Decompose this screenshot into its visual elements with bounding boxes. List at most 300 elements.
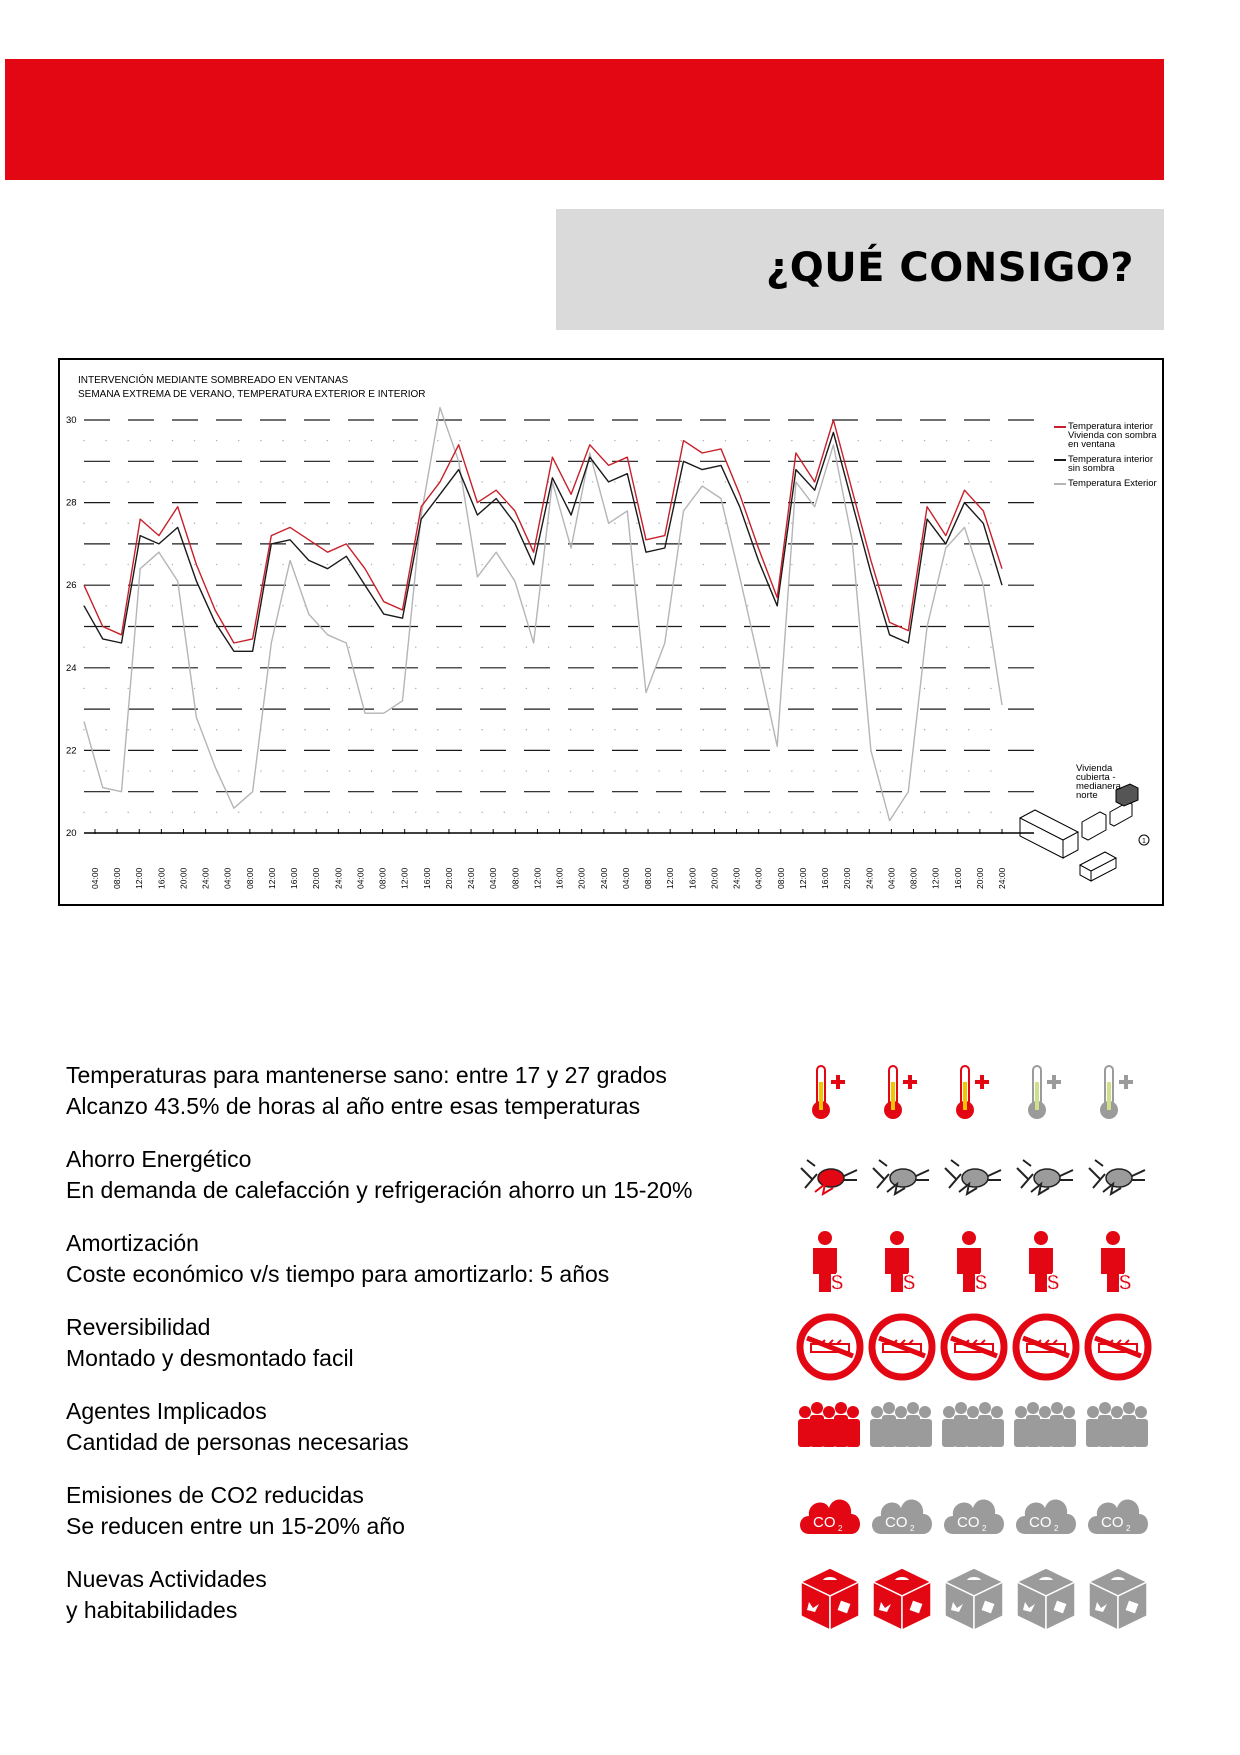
energy-plug-icon: [867, 1144, 937, 1214]
grid-dot: [127, 729, 128, 730]
grid-dot: [658, 770, 659, 771]
grid-dot: [304, 770, 305, 771]
grid-dot: [526, 688, 527, 689]
grid-dot: [725, 688, 726, 689]
x-tick-label: 04:00: [753, 867, 764, 889]
grid-dot: [194, 770, 195, 771]
grid-dot: [371, 605, 372, 606]
grid-dot: [592, 688, 593, 689]
grid-dot: [127, 440, 128, 441]
metric-title: Reversibilidad: [66, 1314, 211, 1340]
grid-dot: [924, 605, 925, 606]
grid-dot: [968, 812, 969, 813]
metric-rating: [795, 1480, 1175, 1550]
grid-dot: [791, 564, 792, 565]
grid-dot: [968, 481, 969, 482]
grid-dot: [858, 564, 859, 565]
grid-dot: [150, 605, 151, 606]
activity-cube-icon: [795, 1564, 865, 1634]
grid-dot: [327, 729, 328, 730]
grid-dot: [105, 564, 106, 565]
grid-dot: [415, 812, 416, 813]
grid-dot: [260, 523, 261, 524]
grid-dot: [415, 729, 416, 730]
metric-row: [0, 1144, 1240, 1214]
x-tick-label: 20:00: [576, 867, 587, 889]
grid-dot: [548, 440, 549, 441]
x-tick-label: 04:00: [488, 867, 499, 889]
grid-dot: [592, 812, 593, 813]
grid-dot: [703, 812, 704, 813]
grid-dot: [437, 605, 438, 606]
x-tick-label: 12:00: [266, 867, 277, 889]
grid-dot: [835, 605, 836, 606]
thermometer-icon: [867, 1060, 937, 1130]
grid-dot: [415, 688, 416, 689]
grid-dot: [614, 646, 615, 647]
grid-dot: [194, 646, 195, 647]
grid-dot: [769, 729, 770, 730]
grid-dot: [504, 729, 505, 730]
grid-dot: [570, 605, 571, 606]
reversible-circle-icon: [795, 1312, 865, 1382]
grid-dot: [437, 564, 438, 565]
grid-dot: [858, 481, 859, 482]
y-tick-label: 22: [66, 745, 77, 757]
grid-dot: [349, 440, 350, 441]
chart-legend: [1054, 422, 1162, 494]
grid-dot: [902, 770, 903, 771]
x-tick-label: 16:00: [952, 867, 963, 889]
co2-cloud-icon: [1011, 1480, 1081, 1550]
grid-dot: [813, 688, 814, 689]
grid-dot: [813, 646, 814, 647]
svg-text:CO: CO: [1101, 1514, 1124, 1531]
person-money-icon: [795, 1228, 865, 1298]
grid-dot: [990, 605, 991, 606]
grid-dot: [946, 605, 947, 606]
grid-dot: [924, 440, 925, 441]
grid-dot: [636, 770, 637, 771]
legend-label: Temperatura interior Vivienda con sombra en ventana: [1068, 421, 1157, 450]
grid-dot: [504, 481, 505, 482]
grid-dot: [481, 481, 482, 482]
grid-dot: [216, 605, 217, 606]
metric-rating: [795, 1396, 1175, 1466]
x-tick-label: 04:00: [90, 867, 100, 889]
grid-dot: [725, 812, 726, 813]
grid-dot: [304, 523, 305, 524]
grid-dot: [526, 523, 527, 524]
grid-dot: [570, 646, 571, 647]
grid-dot: [681, 729, 682, 730]
x-tick-label: 16:00: [554, 867, 565, 889]
grid-dot: [172, 812, 173, 813]
grid-dot: [725, 523, 726, 524]
metric-description: Coste económico v/s tiempo para amortizarlo: 5 años: [66, 1261, 610, 1287]
grid-dot: [282, 770, 283, 771]
grid-dot: [150, 440, 151, 441]
legend-label: Temperatura Exterior: [1068, 478, 1157, 489]
x-tick-label: 24:00: [200, 867, 211, 889]
metric-row: [0, 1396, 1240, 1466]
grid-dot: [968, 688, 969, 689]
grid-dot: [238, 646, 239, 647]
grid-dot: [349, 481, 350, 482]
thermometer-icon: [1011, 1060, 1081, 1130]
grid-dot: [127, 688, 128, 689]
co2-cloud-icon: [1083, 1480, 1153, 1550]
grid-dot: [592, 729, 593, 730]
people-group-icon: [867, 1396, 937, 1466]
grid-dot: [769, 646, 770, 647]
grid-dot: [548, 646, 549, 647]
grid-dot: [570, 770, 571, 771]
grid-dot: [459, 688, 460, 689]
grid-dot: [282, 688, 283, 689]
chart-plot: [60, 360, 1162, 904]
grid-dot: [548, 770, 549, 771]
grid-dot: [813, 605, 814, 606]
x-tick-label: 20:00: [709, 867, 720, 889]
grid-dot: [415, 646, 416, 647]
grid-dot: [614, 688, 615, 689]
grid-dot: [725, 440, 726, 441]
grid-dot: [150, 481, 151, 482]
grid-dot: [658, 812, 659, 813]
grid-dot: [570, 812, 571, 813]
grid-dot: [990, 729, 991, 730]
grid-dot: [481, 812, 482, 813]
grid-dot: [172, 646, 173, 647]
grid-dot: [327, 605, 328, 606]
grid-dot: [614, 605, 615, 606]
svg-text:2: 2: [1054, 1524, 1059, 1533]
x-tick-label: 24:00: [997, 867, 1007, 889]
grid-dot: [83, 564, 84, 565]
grid-dot: [548, 812, 549, 813]
grid-dot: [304, 688, 305, 689]
grid-dot: [968, 440, 969, 441]
grid-dot: [614, 440, 615, 441]
grid-dot: [282, 729, 283, 730]
grid-dot: [946, 688, 947, 689]
activity-cube-icon: [939, 1564, 1009, 1634]
svg-text:2: 2: [982, 1524, 987, 1533]
grid-dot: [880, 770, 881, 771]
x-tick-label: 08:00: [244, 867, 255, 889]
grid-dot: [858, 729, 859, 730]
metric-row: [0, 1228, 1240, 1298]
grid-dot: [570, 729, 571, 730]
metric-rating: [795, 1144, 1175, 1214]
grid-dot: [902, 605, 903, 606]
grid-dot: [747, 770, 748, 771]
grid-dot: [747, 646, 748, 647]
x-tick-label: 20:00: [178, 867, 189, 889]
grid-dot: [415, 605, 416, 606]
x-tick-label: 24:00: [333, 867, 344, 889]
grid-dot: [194, 605, 195, 606]
grid-dot: [636, 646, 637, 647]
grid-dot: [371, 481, 372, 482]
metric-title: Agentes Implicados: [66, 1398, 267, 1424]
x-tick-label: 16:00: [687, 867, 698, 889]
grid-dot: [747, 440, 748, 441]
grid-dot: [747, 481, 748, 482]
x-tick-label: 08:00: [643, 867, 654, 889]
grid-dot: [415, 523, 416, 524]
grid-dot: [614, 770, 615, 771]
x-tick-label: 08:00: [775, 867, 786, 889]
grid-dot: [459, 605, 460, 606]
grid-dot: [835, 729, 836, 730]
grid-dot: [902, 646, 903, 647]
grid-dot: [946, 564, 947, 565]
grid-dot: [194, 440, 195, 441]
people-group-icon: [939, 1396, 1009, 1466]
grid-dot: [216, 440, 217, 441]
grid-dot: [990, 440, 991, 441]
grid-dot: [968, 523, 969, 524]
grid-dot: [481, 605, 482, 606]
legend-label: Temperatura interior sin sombra: [1068, 454, 1154, 474]
metric-text: [66, 1228, 609, 1290]
reversible-circle-icon: [939, 1312, 1009, 1382]
legend-swatch: [1054, 426, 1066, 428]
grid-dot: [415, 440, 416, 441]
grid-dot: [747, 523, 748, 524]
grid-dot: [880, 481, 881, 482]
metric-row: [0, 1060, 1240, 1130]
x-tick-label: 20:00: [974, 867, 985, 889]
reversible-circle-icon: [1011, 1312, 1081, 1382]
x-tick-label: 04:00: [886, 867, 897, 889]
title-box: [556, 209, 1164, 330]
series-line: [84, 420, 1002, 643]
grid-dot: [835, 646, 836, 647]
grid-dot: [835, 481, 836, 482]
grid-dot: [658, 646, 659, 647]
grid-dot: [880, 729, 881, 730]
grid-dot: [172, 481, 173, 482]
metric-row: [0, 1312, 1240, 1382]
svg-text:$: $: [975, 1270, 988, 1295]
grid-dot: [703, 481, 704, 482]
grid-dot: [481, 440, 482, 441]
grid-dot: [990, 523, 991, 524]
grid-dot: [769, 605, 770, 606]
grid-dot: [681, 440, 682, 441]
svg-text:2: 2: [1126, 1524, 1131, 1533]
grid-dot: [614, 523, 615, 524]
grid-dot: [172, 440, 173, 441]
grid-dot: [592, 770, 593, 771]
grid-dot: [791, 812, 792, 813]
grid-dot: [902, 440, 903, 441]
grid-dot: [481, 564, 482, 565]
grid-dot: [481, 523, 482, 524]
grid-dot: [304, 812, 305, 813]
metric-text: [66, 1396, 409, 1458]
metric-text: [66, 1480, 405, 1542]
grid-dot: [393, 481, 394, 482]
y-tick-label: 24: [66, 662, 77, 674]
grid-dot: [481, 646, 482, 647]
grid-dot: [592, 564, 593, 565]
grid-dot: [636, 729, 637, 730]
grid-dot: [946, 770, 947, 771]
grid-dot: [238, 564, 239, 565]
grid-dot: [614, 812, 615, 813]
grid-dot: [216, 812, 217, 813]
grid-dot: [194, 564, 195, 565]
grid-dot: [481, 729, 482, 730]
grid-dot: [304, 646, 305, 647]
grid-dot: [835, 564, 836, 565]
svg-text:$: $: [831, 1270, 844, 1295]
reversible-circle-icon: [1083, 1312, 1153, 1382]
grid-dot: [282, 440, 283, 441]
metric-description: Montado y desmontado facil: [66, 1345, 354, 1371]
grid-dot: [150, 729, 151, 730]
grid-dot: [150, 770, 151, 771]
grid-dot: [924, 729, 925, 730]
grid-dot: [349, 646, 350, 647]
grid-dot: [127, 523, 128, 524]
grid-dot: [924, 481, 925, 482]
metric-rating: [795, 1228, 1175, 1298]
grid-dot: [880, 688, 881, 689]
grid-dot: [105, 770, 106, 771]
grid-dot: [703, 688, 704, 689]
grid-dot: [703, 729, 704, 730]
grid-dot: [437, 688, 438, 689]
grid-dot: [681, 564, 682, 565]
grid-dot: [858, 812, 859, 813]
grid-dot: [747, 564, 748, 565]
legend-item: [1054, 422, 1162, 449]
grid-dot: [703, 564, 704, 565]
metric-description: y habitabilidades: [66, 1597, 238, 1623]
grid-dot: [747, 812, 748, 813]
grid-dot: [216, 523, 217, 524]
grid-dot: [172, 688, 173, 689]
grid-dot: [238, 605, 239, 606]
grid-dot: [349, 729, 350, 730]
grid-dot: [592, 523, 593, 524]
grid-dot: [880, 564, 881, 565]
x-tick-label: 12:00: [532, 867, 543, 889]
grid-dot: [924, 564, 925, 565]
grid-dot: [504, 440, 505, 441]
grid-dot: [813, 564, 814, 565]
grid-dot: [725, 770, 726, 771]
grid-dot: [327, 523, 328, 524]
grid-dot: [105, 605, 106, 606]
grid-dot: [835, 523, 836, 524]
metric-title: Emisiones de CO2 reducidas: [66, 1482, 364, 1508]
grid-dot: [260, 481, 261, 482]
x-tick-label: 24:00: [598, 867, 609, 889]
grid-dot: [924, 812, 925, 813]
chart-title: INTERVENCIÓN MEDIANTE SOMBREADO EN VENTANAS: [78, 375, 349, 386]
grid-dot: [459, 564, 460, 565]
grid-dot: [636, 440, 637, 441]
grid-dot: [725, 605, 726, 606]
grid-dot: [703, 605, 704, 606]
metric-text: [66, 1060, 667, 1122]
page-title: ¿QUÉ CONSIGO?: [765, 245, 1134, 291]
x-tick-label: 12:00: [399, 867, 410, 889]
grid-dot: [393, 770, 394, 771]
grid-dot: [703, 523, 704, 524]
grid-dot: [504, 646, 505, 647]
grid-dot: [349, 812, 350, 813]
grid-dot: [150, 564, 151, 565]
grid-dot: [371, 440, 372, 441]
x-tick-label: 08:00: [510, 867, 521, 889]
metric-rating: [795, 1060, 1175, 1130]
grid-dot: [437, 440, 438, 441]
grid-dot: [858, 770, 859, 771]
grid-dot: [371, 688, 372, 689]
metric-row: [0, 1480, 1240, 1550]
grid-dot: [990, 688, 991, 689]
grid-dot: [968, 564, 969, 565]
grid-dot: [880, 523, 881, 524]
metric-title: Ahorro Energético: [66, 1146, 252, 1172]
grid-dot: [238, 770, 239, 771]
grid-dot: [371, 523, 372, 524]
grid-dot: [636, 688, 637, 689]
grid-dot: [658, 688, 659, 689]
grid-dot: [327, 481, 328, 482]
grid-dot: [127, 770, 128, 771]
grid-dot: [835, 770, 836, 771]
x-tick-label: 12:00: [665, 867, 676, 889]
grid-dot: [504, 770, 505, 771]
thermometer-icon: [795, 1060, 865, 1130]
grid-dot: [415, 481, 416, 482]
grid-dot: [592, 605, 593, 606]
x-tick-label: 08:00: [377, 867, 388, 889]
grid-dot: [725, 564, 726, 565]
grid-dot: [658, 481, 659, 482]
temperature-chart: [58, 358, 1164, 906]
grid-dot: [681, 646, 682, 647]
grid-dot: [570, 564, 571, 565]
grid-dot: [526, 481, 527, 482]
grid-dot: [658, 440, 659, 441]
y-tick-label: 30: [66, 415, 77, 426]
x-tick-label: 04:00: [222, 867, 233, 889]
svg-text:2: 2: [910, 1524, 915, 1533]
grid-dot: [769, 481, 770, 482]
svg-text:CO: CO: [1029, 1514, 1052, 1531]
grid-dot: [459, 440, 460, 441]
grid-dot: [393, 688, 394, 689]
grid-dot: [105, 440, 106, 441]
chart-subtitle: SEMANA EXTREMA DE VERANO, TEMPERATURA EXTERIOR E INTERIOR: [78, 389, 426, 400]
grid-dot: [260, 440, 261, 441]
grid-dot: [194, 481, 195, 482]
grid-dot: [437, 812, 438, 813]
energy-plug-icon: [1083, 1144, 1153, 1214]
grid-dot: [260, 646, 261, 647]
grid-dot: [238, 523, 239, 524]
activity-cube-icon: [1083, 1564, 1153, 1634]
